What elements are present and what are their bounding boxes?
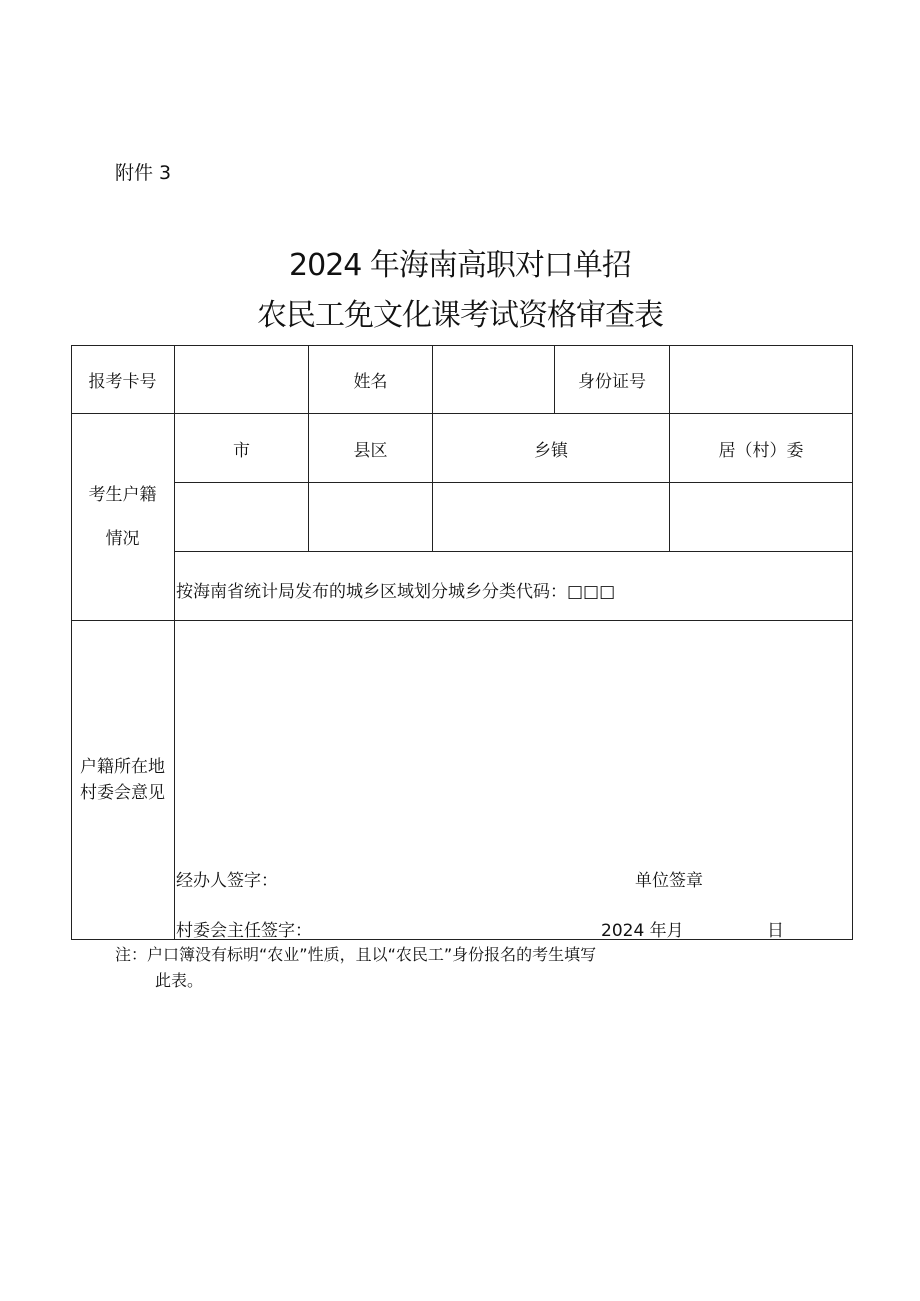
attachment-label: 附件 3	[115, 162, 172, 184]
urban-rural-code-text: 按海南省统计局发布的城乡区域划分城乡分类代码：□□□	[176, 582, 616, 602]
footnote-line1: 注：户口簿没有标明“农业”性质，且以“农民工”身份报名的考生填写	[115, 945, 597, 964]
county-input[interactable]	[309, 483, 432, 551]
town-label: 乡镇	[534, 440, 568, 461]
household-label	[71, 414, 174, 620]
village-opinion-label-line2: 村委会意见	[80, 783, 165, 803]
household-label-line1: 考生户籍	[88, 485, 157, 505]
village-opinion-label-line1: 户籍所在地	[80, 757, 165, 777]
city-input[interactable]	[175, 483, 308, 551]
village-opinion-label	[71, 621, 174, 939]
footnote	[115, 942, 596, 994]
table-row-divider	[174, 551, 853, 552]
director-signature-label: 村委会主任签字：	[176, 921, 312, 941]
date-day: 日	[767, 921, 784, 941]
name-label: 姓名	[353, 371, 388, 392]
handler-signature-label: 经办人签字：	[176, 871, 278, 891]
id-number-label: 身份证号	[578, 371, 646, 392]
household-label-line2: 情况	[105, 529, 140, 549]
form-title-line2: 农民工免文化课考试资格审查表	[257, 298, 663, 333]
town-input[interactable]	[433, 483, 669, 551]
date-year-month: 2024 年月	[601, 921, 684, 941]
form-title-line1: 2024 年海南高职对口单招	[289, 248, 631, 283]
city-label: 市	[233, 440, 250, 461]
village-opinion-input[interactable]	[175, 621, 852, 821]
unit-seal-label: 单位签章	[635, 871, 703, 891]
id-number-input[interactable]	[670, 346, 852, 413]
table-border-right	[852, 345, 853, 940]
exam-card-label: 报考卡号	[88, 371, 157, 392]
exam-card-input[interactable]	[175, 346, 308, 413]
qualification-form-table	[71, 345, 853, 940]
name-input[interactable]	[433, 346, 554, 413]
village-label: 居（村）委	[718, 440, 804, 461]
footnote-line2: 此表。	[155, 971, 204, 990]
county-label: 县区	[353, 440, 388, 461]
village-input[interactable]	[670, 483, 852, 551]
